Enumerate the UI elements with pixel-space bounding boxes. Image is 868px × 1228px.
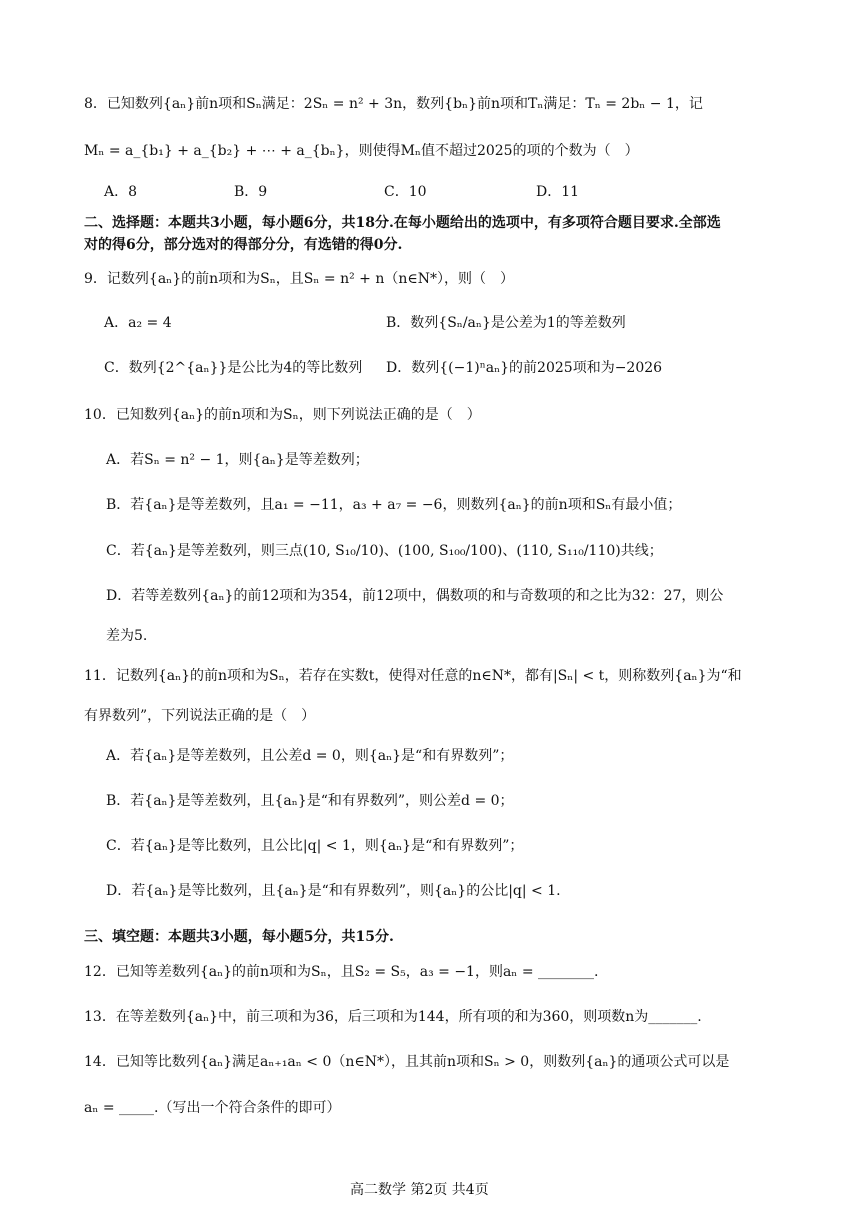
q8-line2: Mₙ = a_{b₁} + a_{b₂} + ⋯ + a_{bₙ}，则使得Mₙ值不超过2025的项的个数为（ ）: [84, 143, 639, 159]
q9-option-a: A．a₂ = 4: [104, 315, 172, 331]
q8-option-b: B．9: [234, 184, 268, 200]
page-footer: 高二数学 第2页 共4页: [350, 1182, 489, 1198]
q14-line2: aₙ = _____.（写出一个符合条件的即可）: [84, 1100, 341, 1116]
section2-heading-line2: 对的得6分，部分选对的得部分分，有选错的得0分.: [84, 237, 403, 253]
q13: 13．在等差数列{aₙ}中，前三项和为36，后三项和为144，所有项的和为360，则项数n为_______.: [84, 1009, 702, 1025]
section3-heading: 三、填空题：本题共3小题，每小题5分，共15分.: [84, 929, 394, 945]
q11-stem-line2: 有界数列”，下列说法正确的是（ ）: [84, 708, 316, 724]
section2-heading-line1: 二、选择题：本题共3小题，每小题6分，共18分.在每小题给出的选项中，有多项符合题目要求.全部选: [84, 215, 721, 231]
q11-stem-line1: 11．记数列{aₙ}的前n项和为Sₙ，若存在实数t，使得对任意的n∈N*，都有|Sₙ| < t，则称数列{aₙ}为“和: [84, 668, 742, 684]
q9-stem: 9．记数列{aₙ}的前n项和为Sₙ，且Sₙ = n² + n（n∈N*），则（ ）: [84, 271, 514, 287]
q10-option-b: B．若{aₙ}是等差数列，且a₁ = −11，a₃ + a₇ = −6，则数列{aₙ}的前n项和Sₙ有最小值；: [106, 497, 682, 513]
q9-option-b: B．数列{Sₙ/aₙ}是公差为1的等差数列: [386, 315, 626, 331]
q10-option-c: C．若{aₙ}是等差数列，则三点(10, S₁₀/10)、(100, S₁₀₀/100)、(110, S₁₁₀/110)共线；: [106, 543, 663, 559]
q8-option-c: C．10: [384, 184, 427, 200]
q10-stem: 10．已知数列{aₙ}的前n项和为Sₙ，则下列说法正确的是（ ）: [84, 407, 481, 423]
q10-option-a: A．若Sₙ = n² − 1，则{aₙ}是等差数列；: [106, 452, 369, 468]
q11-option-d: D．若{aₙ}是等比数列，且{aₙ}是“和有界数列”，则{aₙ}的公比|q| < 1.: [106, 883, 561, 899]
q8-option-d: D．11: [536, 184, 580, 200]
q9-option-c: C．数列{2^{aₙ}}是公比为4的等比数列: [104, 360, 363, 376]
q12: 12．已知等差数列{aₙ}的前n项和为Sₙ，且S₂ = S₅，a₃ = −1，则aₙ = ________.: [84, 964, 599, 980]
q11-option-c: C．若{aₙ}是等比数列，且公比|q| < 1，则{aₙ}是“和有界数列”；: [106, 838, 524, 854]
q10-option-d-line2: 差为5.: [106, 628, 148, 644]
q14-line1: 14．已知等比数列{aₙ}满足aₙ₊₁aₙ < 0（n∈N*），且其前n项和Sₙ > 0，则数列{aₙ}的通项公式可以是: [84, 1054, 730, 1070]
q8-option-a: A．8: [104, 184, 138, 200]
q11-option-b: B．若{aₙ}是等差数列，且{aₙ}是“和有界数列”，则公差d = 0；: [106, 793, 514, 809]
q10-option-d-line1: D．若等差数列{aₙ}的前12项和为354，前12项中，偶数项的和与奇数项的和之比为32：27，则公: [106, 588, 724, 604]
q11-option-a: A．若{aₙ}是等差数列，且公差d = 0，则{aₙ}是“和有界数列”；: [106, 748, 514, 764]
q9-option-d: D．数列{(−1)ⁿaₙ}的前2025项和为−2026: [386, 360, 663, 376]
q8-line1: 8．已知数列{aₙ}前n项和Sₙ满足：2Sₙ = n² + 3n，数列{bₙ}前n项和Tₙ满足：Tₙ = 2bₙ − 1，记: [84, 96, 703, 112]
